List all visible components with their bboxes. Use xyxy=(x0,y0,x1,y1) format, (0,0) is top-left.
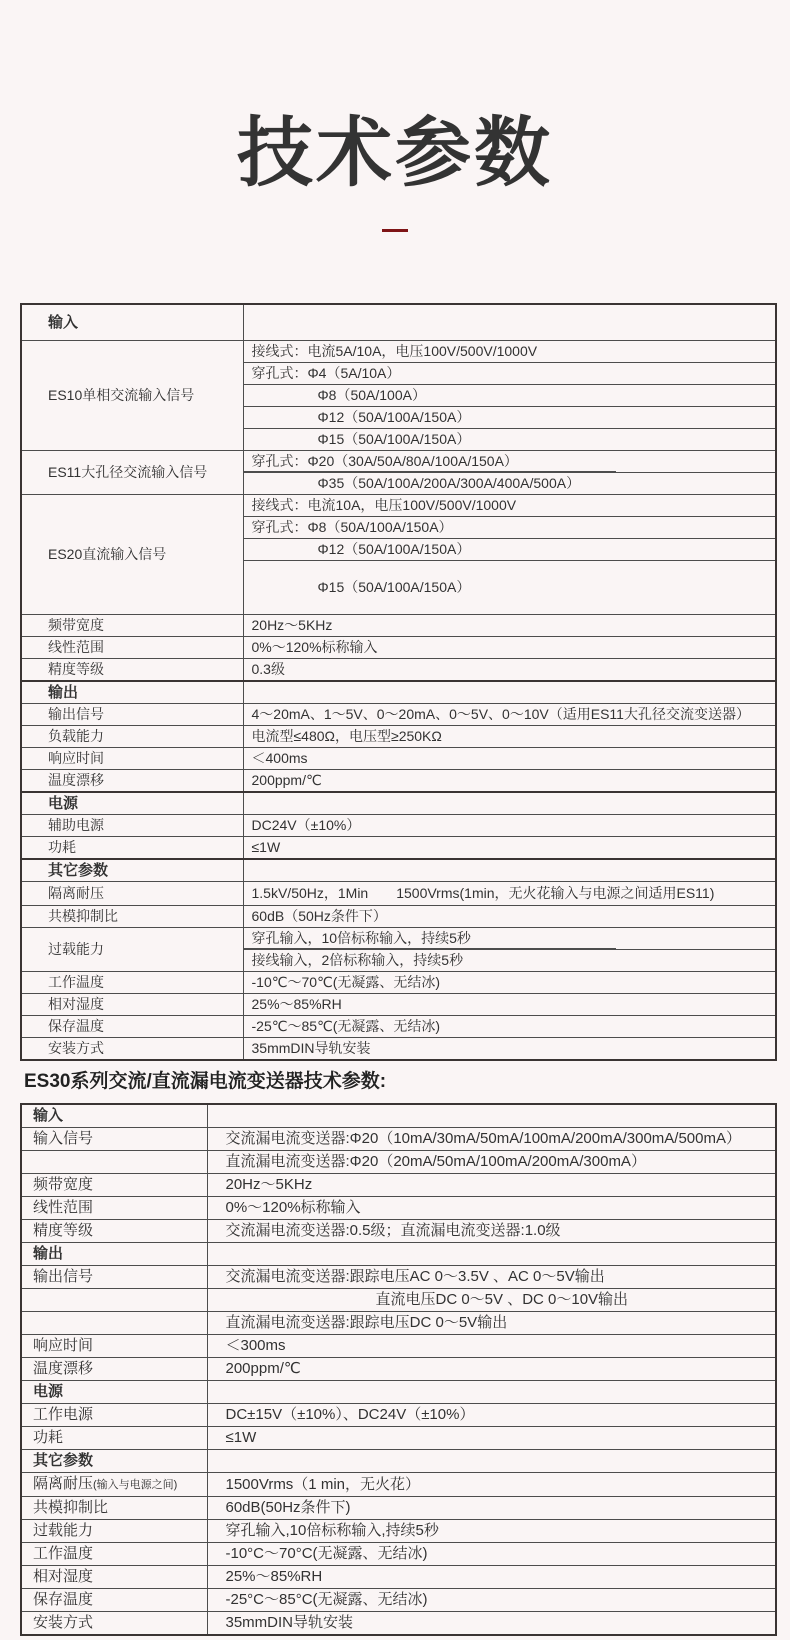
spec-row xyxy=(21,993,776,1015)
param-label-cell: 安装方式 xyxy=(21,1037,243,1060)
param-value-cell: 接线式：电流10A，电压100V/500V/1000V xyxy=(243,494,776,516)
section-header-cell: 其它参数 xyxy=(21,1450,207,1473)
spec-row xyxy=(21,1015,776,1037)
param-value-cell xyxy=(243,681,776,704)
spec-row xyxy=(21,792,776,815)
param-label-cell: 保存温度 xyxy=(21,1589,207,1612)
section-header-cell: 输出 xyxy=(21,1243,207,1266)
param-value-cell: Φ12（50A/100A/150A） xyxy=(243,406,776,428)
spec-row xyxy=(21,1037,776,1060)
param-label-cell: 负载能力 xyxy=(21,725,243,747)
spec-row xyxy=(21,636,776,658)
param-value-cell xyxy=(243,792,776,815)
param-label-cell: 隔离耐压(输入与电源之间) xyxy=(21,1473,207,1497)
param-value-cell: Φ8（50A/100A） xyxy=(243,384,776,406)
param-value-cell: 200ppm/℃ xyxy=(243,769,776,792)
param-value-cell: DC±15V（±10%）、DC24V（±10%） xyxy=(207,1404,776,1427)
param-value-cell: 35mmDIN导轨安装 xyxy=(207,1612,776,1636)
param-label-cell xyxy=(21,1312,207,1335)
param-value-cell: Φ12（50A/100A/150A） xyxy=(243,538,776,560)
param-label-cell: 精度等级 xyxy=(21,658,243,681)
spec-row xyxy=(21,681,776,704)
spec-row xyxy=(21,1266,776,1289)
param-label-cell: 频带宽度 xyxy=(21,1174,207,1197)
spec-row xyxy=(21,1128,776,1151)
spec-row xyxy=(21,658,776,681)
param-label-cell: 功耗 xyxy=(21,1427,207,1450)
param-label-cell: 相对湿度 xyxy=(21,993,243,1015)
param-label-cell: 输出信号 xyxy=(21,703,243,725)
param-value-cell: 穿孔式：Φ8（50A/100A/150A） xyxy=(243,516,776,538)
param-label-cell xyxy=(21,1151,207,1174)
param-value-cell: 接线式：电流5A/10A，电压100V/500V/1000V xyxy=(243,340,776,362)
param-label-cell: 安装方式 xyxy=(21,1612,207,1636)
spec-row xyxy=(21,1289,776,1312)
spec-table-es30 xyxy=(20,1103,777,1636)
param-label-cell: ES20直流输入信号 xyxy=(21,494,243,614)
param-label-cell: 输出信号 xyxy=(21,1266,207,1289)
param-label-cell xyxy=(21,1289,207,1312)
param-value-cell: -25°C～85°C(无凝露、无结冰) xyxy=(207,1589,776,1612)
title-divider xyxy=(382,229,408,232)
spec-row xyxy=(21,1312,776,1335)
spec-row xyxy=(21,1450,776,1473)
spec-row xyxy=(21,1589,776,1612)
spec-row xyxy=(21,304,776,340)
spec-row xyxy=(21,450,776,472)
es30-section-heading: ES30系列交流/直流漏电流变送器技术参数: xyxy=(24,1071,387,1092)
param-value-cell: Φ15（50A/100A/150A） xyxy=(243,428,776,450)
spec-row xyxy=(21,1404,776,1427)
param-value-cell: -25℃～85℃(无凝露、无结冰) xyxy=(243,1015,776,1037)
param-value-cell: 交流漏电流变送器:跟踪电压AC 0～3.5V 、AC 0～5V输出 xyxy=(207,1266,776,1289)
param-value-cell: ≤1W xyxy=(207,1427,776,1450)
spec-row xyxy=(21,614,776,636)
param-value-cell: DC24V（±10%） xyxy=(243,814,776,836)
param-value-cell: 直流漏电流变送器:跟踪电压DC 0～5V输出 xyxy=(207,1312,776,1335)
param-value-cell: 交流漏电流变送器:0.5级；直流漏电流变送器:1.0级 xyxy=(207,1220,776,1243)
param-label-cell: 精度等级 xyxy=(21,1220,207,1243)
spec-row xyxy=(21,1104,776,1128)
spec-row xyxy=(21,881,776,905)
spec-row xyxy=(21,725,776,747)
param-value-cell xyxy=(207,1104,776,1128)
spec-row xyxy=(21,1220,776,1243)
param-value-cell: 交流漏电流变送器:Φ20（10mA/30mA/50mA/100mA/200mA/300mA/500mA） xyxy=(207,1128,776,1151)
param-value-cell: 0%～120%标称输入 xyxy=(207,1197,776,1220)
param-label-cell: 线性范围 xyxy=(21,636,243,658)
param-label-cell: 功耗 xyxy=(21,836,243,859)
param-value-cell: 接线输入，2倍标称输入，持续5秒 xyxy=(243,949,776,971)
spec-row xyxy=(21,747,776,769)
param-label-cell: 隔离耐压 xyxy=(21,881,243,905)
param-value-cell: 35mmDIN导轨安装 xyxy=(243,1037,776,1060)
spec-table-es10-es11-es20 xyxy=(20,303,777,1061)
spec-row xyxy=(21,1197,776,1220)
spec-row xyxy=(21,1151,776,1174)
param-value-cell: 穿孔输入,10倍标称输入,持续5秒 xyxy=(207,1520,776,1543)
param-value-cell: Φ15（50A/100A/150A） xyxy=(243,560,776,614)
param-value-cell: -10°C～70°C(无凝露、无结冰) xyxy=(207,1543,776,1566)
param-value-cell: 25%～85%RH xyxy=(243,993,776,1015)
param-label-cell: 频带宽度 xyxy=(21,614,243,636)
param-label-cell: 工作温度 xyxy=(21,971,243,993)
param-label-cell: 相对湿度 xyxy=(21,1566,207,1589)
param-value-cell: -10℃～70℃(无凝露、无结冰) xyxy=(243,971,776,993)
param-label-cell: 响应时间 xyxy=(21,747,243,769)
spec-row xyxy=(21,1174,776,1197)
param-value-cell: ≤1W xyxy=(243,836,776,859)
spec-row xyxy=(21,1473,776,1497)
param-value-cell: 60dB(50Hz条件下) xyxy=(207,1497,776,1520)
spec-row xyxy=(21,836,776,859)
param-label-cell: 保存温度 xyxy=(21,1015,243,1037)
param-value-cell: 0%～120%标称输入 xyxy=(243,636,776,658)
param-value-cell xyxy=(207,1381,776,1404)
param-label-cell: 线性范围 xyxy=(21,1197,207,1220)
spec-row xyxy=(21,769,776,792)
spec-row xyxy=(21,927,776,949)
param-value-cell: 60dB（50Hz条件下） xyxy=(243,905,776,927)
spec-row xyxy=(21,1497,776,1520)
spec-row xyxy=(21,1543,776,1566)
param-value-cell xyxy=(207,1450,776,1473)
param-label-cell: 工作电源 xyxy=(21,1404,207,1427)
param-label-cell: 辅助电源 xyxy=(21,814,243,836)
param-label-cell: 过载能力 xyxy=(21,1520,207,1543)
spec-row xyxy=(21,1566,776,1589)
param-value-cell: ＜300ms xyxy=(207,1335,776,1358)
section-header-cell: 电源 xyxy=(21,792,243,815)
spec-row xyxy=(21,340,776,362)
param-value-cell: 20Hz～5KHz xyxy=(243,614,776,636)
page-title: 技术参数 xyxy=(237,111,553,196)
spec-row xyxy=(21,971,776,993)
spec-row xyxy=(21,703,776,725)
param-label-cell: 温度漂移 xyxy=(21,769,243,792)
param-label-cell: 工作温度 xyxy=(21,1543,207,1566)
param-label-cell: 温度漂移 xyxy=(21,1358,207,1381)
section-header-cell: 输入 xyxy=(21,1104,207,1128)
param-label-cell: 输入信号 xyxy=(21,1128,207,1151)
param-value-cell: 电流型≤480Ω，电压型≥250KΩ xyxy=(243,725,776,747)
param-value-cell: 穿孔式：Φ20（30A/50A/80A/100A/150A） xyxy=(243,450,776,472)
section-header-cell: 输出 xyxy=(21,681,243,704)
param-value-cell: 200ppm/℃ xyxy=(207,1358,776,1381)
param-value-cell: 20Hz～5KHz xyxy=(207,1174,776,1197)
spec-row xyxy=(21,1381,776,1404)
section-header-cell: 电源 xyxy=(21,1381,207,1404)
param-value-cell: 直流漏电流变送器:Φ20（20mA/50mA/100mA/200mA/300mA） xyxy=(207,1151,776,1174)
spec-row xyxy=(21,1520,776,1543)
spec-row xyxy=(21,1335,776,1358)
spec-row xyxy=(21,1427,776,1450)
spec-row xyxy=(21,814,776,836)
spec-row xyxy=(21,1358,776,1381)
param-label-cell: 过载能力 xyxy=(21,927,243,971)
param-value-cell: ＜400ms xyxy=(243,747,776,769)
param-value-cell: 穿孔式：Φ4（5A/10A） xyxy=(243,362,776,384)
spec-row xyxy=(21,1243,776,1266)
spec-row xyxy=(21,1612,776,1636)
param-value-cell: 1.5kV/50Hz，1Min 1500Vrms(1min，无火花输入与电源之间适用ES11) xyxy=(243,881,776,905)
param-value-cell: 直流电压DC 0～5V 、DC 0～10V输出 xyxy=(207,1289,776,1312)
section-header-cell: 其它参数 xyxy=(21,859,243,882)
param-value-cell: 穿孔输入，10倍标称输入，持续5秒 xyxy=(243,927,776,949)
param-value-cell xyxy=(243,859,776,882)
spec-row xyxy=(21,494,776,516)
param-value-cell: 4～20mA、1～5V、0～20mA、0～5V、0～10V（适用ES11大孔径交流变送器） xyxy=(243,703,776,725)
param-label-cell: 响应时间 xyxy=(21,1335,207,1358)
param-label-cell: 共模抑制比 xyxy=(21,1497,207,1520)
param-value-cell: 25%～85%RH xyxy=(207,1566,776,1589)
param-value-cell: 0.3级 xyxy=(243,658,776,681)
param-value-cell xyxy=(243,304,776,340)
param-label-cell: ES10单相交流输入信号 xyxy=(21,340,243,450)
param-label-cell: 共模抑制比 xyxy=(21,905,243,927)
section-header-cell: 输入 xyxy=(21,304,243,340)
param-label-cell: ES11大孔径交流输入信号 xyxy=(21,450,243,494)
param-value-cell xyxy=(207,1243,776,1266)
spec-row xyxy=(21,859,776,882)
spec-row xyxy=(21,905,776,927)
param-value-cell: 1500Vrms（1 min，无火花） xyxy=(207,1473,776,1497)
param-value-cell: Φ35（50A/100A/200A/300A/400A/500A） xyxy=(243,472,776,494)
param-label-note: (输入与电源之间) xyxy=(93,1479,178,1491)
